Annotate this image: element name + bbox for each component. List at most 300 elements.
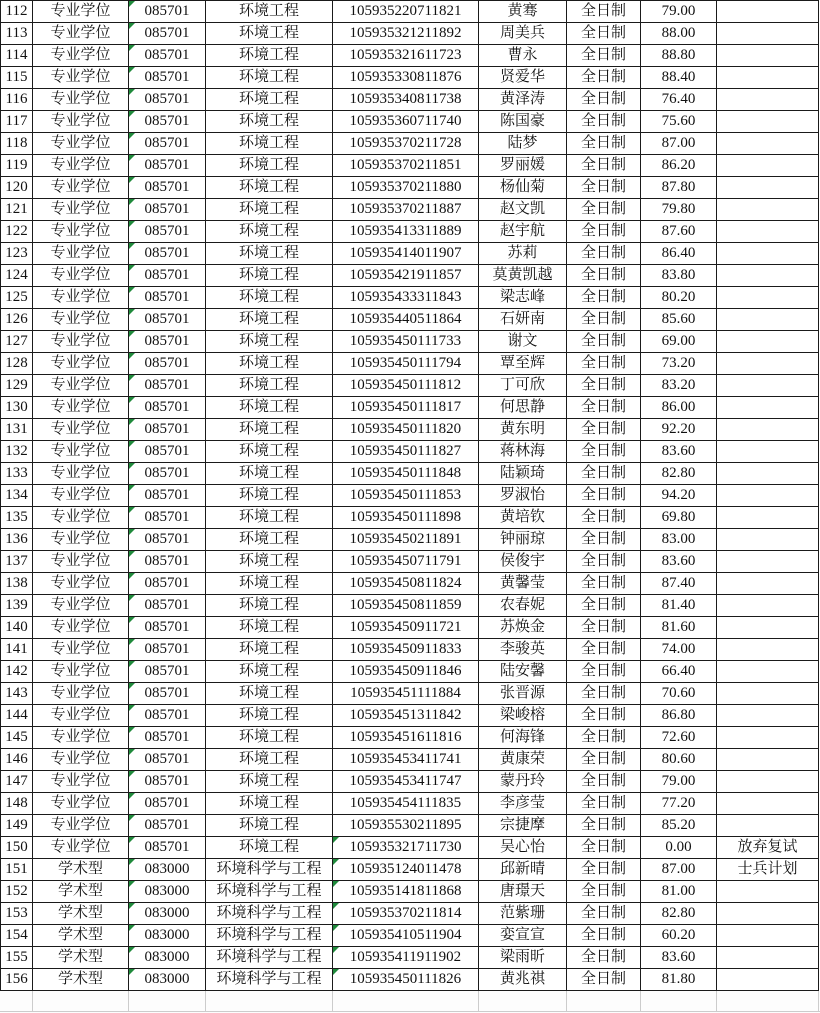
cell-degree-type[interactable]: 专业学位: [33, 89, 129, 111]
cell-row-number[interactable]: 136: [1, 529, 33, 551]
cell-remark[interactable]: [717, 155, 819, 177]
cell-name[interactable]: 赵宇航: [479, 221, 567, 243]
cell-study-mode[interactable]: 全日制: [567, 705, 641, 727]
cell-score[interactable]: 81.00: [641, 881, 717, 903]
cell-study-mode[interactable]: 全日制: [567, 111, 641, 133]
cell-name[interactable]: 吴心怡: [479, 837, 567, 859]
cell-row-number[interactable]: 140: [1, 617, 33, 639]
cell-exam-number[interactable]: 105935370211880: [333, 177, 479, 199]
cell-major-code[interactable]: 085701: [129, 419, 206, 441]
cell-study-mode[interactable]: 全日制: [567, 947, 641, 969]
cell-score[interactable]: 87.40: [641, 573, 717, 595]
cell-score[interactable]: 85.20: [641, 815, 717, 837]
cell-score[interactable]: 70.60: [641, 683, 717, 705]
cell-major-name[interactable]: 环境工程: [206, 177, 333, 199]
cell-score[interactable]: 86.00: [641, 397, 717, 419]
cell-study-mode[interactable]: 全日制: [567, 1, 641, 23]
cell-name[interactable]: 侯俊宇: [479, 551, 567, 573]
cell-remark[interactable]: [717, 111, 819, 133]
cell-name[interactable]: 黄康荣: [479, 749, 567, 771]
cell-major-code[interactable]: 085701: [129, 155, 206, 177]
cell-remark[interactable]: [717, 67, 819, 89]
cell-row-number[interactable]: 124: [1, 265, 33, 287]
cell-remark[interactable]: [717, 177, 819, 199]
cell-major-name[interactable]: 环境工程: [206, 133, 333, 155]
cell-study-mode[interactable]: 全日制: [567, 133, 641, 155]
cell-study-mode[interactable]: 全日制: [567, 837, 641, 859]
cell-degree-type[interactable]: 学术型: [33, 947, 129, 969]
cell-study-mode[interactable]: 全日制: [567, 815, 641, 837]
cell-name[interactable]: 梁志峰: [479, 287, 567, 309]
cell-remark[interactable]: [717, 1, 819, 23]
cell-exam-number[interactable]: 105935410511904: [333, 925, 479, 947]
cell-degree-type[interactable]: 专业学位: [33, 1, 129, 23]
cell-major-name[interactable]: 环境工程: [206, 529, 333, 551]
cell-name[interactable]: 梁雨昕: [479, 947, 567, 969]
cell-major-code[interactable]: 085701: [129, 353, 206, 375]
cell-remark[interactable]: [717, 749, 819, 771]
cell-study-mode[interactable]: 全日制: [567, 353, 641, 375]
cell-study-mode[interactable]: 全日制: [567, 683, 641, 705]
cell-score[interactable]: 87.00: [641, 859, 717, 881]
cell-major-name[interactable]: 环境工程: [206, 595, 333, 617]
cell-study-mode[interactable]: 全日制: [567, 551, 641, 573]
cell-row-number[interactable]: 118: [1, 133, 33, 155]
cell-row-number[interactable]: 135: [1, 507, 33, 529]
cell-score[interactable]: 86.20: [641, 155, 717, 177]
cell-remark[interactable]: [717, 441, 819, 463]
cell-study-mode[interactable]: 全日制: [567, 573, 641, 595]
cell-degree-type[interactable]: 专业学位: [33, 177, 129, 199]
cell-exam-number[interactable]: 105935321611723: [333, 45, 479, 67]
cell-remark[interactable]: 士兵计划: [717, 859, 819, 881]
cell-major-code[interactable]: 085701: [129, 67, 206, 89]
cell-study-mode[interactable]: 全日制: [567, 793, 641, 815]
cell-name[interactable]: 邱新晴: [479, 859, 567, 881]
cell-degree-type[interactable]: 专业学位: [33, 705, 129, 727]
cell-remark[interactable]: [717, 419, 819, 441]
cell-row-number[interactable]: 144: [1, 705, 33, 727]
cell-score[interactable]: 75.60: [641, 111, 717, 133]
cell-study-mode[interactable]: 全日制: [567, 617, 641, 639]
cell-remark[interactable]: [717, 243, 819, 265]
cell-major-name[interactable]: 环境工程: [206, 265, 333, 287]
cell-study-mode[interactable]: 全日制: [567, 419, 641, 441]
cell-remark[interactable]: [717, 485, 819, 507]
cell-degree-type[interactable]: 专业学位: [33, 133, 129, 155]
cell-major-name[interactable]: 环境工程: [206, 375, 333, 397]
cell-name[interactable]: 罗淑怡: [479, 485, 567, 507]
cell-exam-number[interactable]: 105935411911902: [333, 947, 479, 969]
cell-remark[interactable]: [717, 133, 819, 155]
cell-remark[interactable]: [717, 287, 819, 309]
cell-score[interactable]: 88.40: [641, 67, 717, 89]
cell-row-number[interactable]: 120: [1, 177, 33, 199]
cell-remark[interactable]: [717, 617, 819, 639]
cell-major-name[interactable]: 环境工程: [206, 441, 333, 463]
cell-name[interactable]: 钟丽琼: [479, 529, 567, 551]
cell-major-name[interactable]: 环境工程: [206, 89, 333, 111]
cell-degree-type[interactable]: 专业学位: [33, 595, 129, 617]
cell-row-number[interactable]: 132: [1, 441, 33, 463]
cell-degree-type[interactable]: 专业学位: [33, 45, 129, 67]
cell-row-number[interactable]: 145: [1, 727, 33, 749]
cell-major-code[interactable]: 085701: [129, 89, 206, 111]
cell-degree-type[interactable]: 学术型: [33, 859, 129, 881]
cell-remark[interactable]: 放弃复试: [717, 837, 819, 859]
cell-name[interactable]: 李彦莹: [479, 793, 567, 815]
cell-row-number[interactable]: 115: [1, 67, 33, 89]
cell-major-code[interactable]: 085701: [129, 397, 206, 419]
cell-major-name[interactable]: 环境工程: [206, 617, 333, 639]
cell-major-name[interactable]: 环境工程: [206, 243, 333, 265]
cell-row-number[interactable]: 131: [1, 419, 33, 441]
cell-major-code[interactable]: 085701: [129, 221, 206, 243]
cell-row-number[interactable]: 155: [1, 947, 33, 969]
cell-major-code[interactable]: 085701: [129, 771, 206, 793]
cell-major-name[interactable]: 环境工程: [206, 551, 333, 573]
cell-study-mode[interactable]: 全日制: [567, 243, 641, 265]
cell-name[interactable]: 罗丽媛: [479, 155, 567, 177]
cell-major-code[interactable]: 085701: [129, 595, 206, 617]
cell-major-name[interactable]: 环境工程: [206, 837, 333, 859]
cell-degree-type[interactable]: 专业学位: [33, 485, 129, 507]
cell-remark[interactable]: [717, 903, 819, 925]
cell-exam-number[interactable]: 105935450211891: [333, 529, 479, 551]
cell-remark[interactable]: [717, 221, 819, 243]
cell-exam-number[interactable]: 105935453411741: [333, 749, 479, 771]
cell-study-mode[interactable]: 全日制: [567, 507, 641, 529]
cell-score[interactable]: 83.20: [641, 375, 717, 397]
cell-degree-type[interactable]: 学术型: [33, 903, 129, 925]
cell-study-mode[interactable]: 全日制: [567, 749, 641, 771]
cell-row-number[interactable]: 116: [1, 89, 33, 111]
cell-study-mode[interactable]: 全日制: [567, 969, 641, 991]
cell-exam-number[interactable]: 105935450911846: [333, 661, 479, 683]
cell-name[interactable]: 曹永: [479, 45, 567, 67]
cell-row-number[interactable]: 128: [1, 353, 33, 375]
cell-row-number[interactable]: 149: [1, 815, 33, 837]
cell-score[interactable]: 87.60: [641, 221, 717, 243]
cell-study-mode[interactable]: 全日制: [567, 67, 641, 89]
cell-major-name[interactable]: 环境科学与工程: [206, 947, 333, 969]
cell-major-name[interactable]: 环境工程: [206, 23, 333, 45]
cell-remark[interactable]: [717, 397, 819, 419]
cell-remark[interactable]: [717, 199, 819, 221]
cell-degree-type[interactable]: 专业学位: [33, 309, 129, 331]
cell-degree-type[interactable]: 专业学位: [33, 771, 129, 793]
cell-degree-type[interactable]: 专业学位: [33, 815, 129, 837]
cell-degree-type[interactable]: 专业学位: [33, 155, 129, 177]
cell-name[interactable]: 黄兆祺: [479, 969, 567, 991]
cell-major-code[interactable]: 085701: [129, 441, 206, 463]
cell-score[interactable]: 88.00: [641, 23, 717, 45]
cell-row-number[interactable]: 130: [1, 397, 33, 419]
cell-row-number[interactable]: 152: [1, 881, 33, 903]
cell-exam-number[interactable]: 105935450811824: [333, 573, 479, 595]
cell-score[interactable]: 82.80: [641, 903, 717, 925]
cell-degree-type[interactable]: 专业学位: [33, 749, 129, 771]
cell-exam-number[interactable]: 105935413311889: [333, 221, 479, 243]
cell-major-name[interactable]: 环境工程: [206, 45, 333, 67]
cell-name[interactable]: 宗捷摩: [479, 815, 567, 837]
cell-score[interactable]: 86.40: [641, 243, 717, 265]
cell-row-number[interactable]: 134: [1, 485, 33, 507]
cell-degree-type[interactable]: 学术型: [33, 969, 129, 991]
cell-study-mode[interactable]: 全日制: [567, 881, 641, 903]
cell-major-code[interactable]: 085701: [129, 23, 206, 45]
cell-score[interactable]: 81.40: [641, 595, 717, 617]
cell-major-code[interactable]: 085701: [129, 309, 206, 331]
cell-score[interactable]: 85.60: [641, 309, 717, 331]
cell-row-number[interactable]: 153: [1, 903, 33, 925]
cell-score[interactable]: 92.20: [641, 419, 717, 441]
cell-row-number[interactable]: 112: [1, 1, 33, 23]
cell-major-code[interactable]: 085701: [129, 375, 206, 397]
cell-major-name[interactable]: 环境工程: [206, 287, 333, 309]
cell-major-name[interactable]: 环境工程: [206, 221, 333, 243]
cell-major-name[interactable]: 环境工程: [206, 331, 333, 353]
cell-exam-number[interactable]: 105935370211728: [333, 133, 479, 155]
cell-remark[interactable]: [717, 727, 819, 749]
cell-score[interactable]: 87.00: [641, 133, 717, 155]
cell-score[interactable]: 77.20: [641, 793, 717, 815]
cell-row-number[interactable]: 147: [1, 771, 33, 793]
cell-major-name[interactable]: 环境科学与工程: [206, 881, 333, 903]
cell-degree-type[interactable]: 专业学位: [33, 639, 129, 661]
cell-name[interactable]: 陆梦: [479, 133, 567, 155]
cell-name[interactable]: 农春妮: [479, 595, 567, 617]
cell-study-mode[interactable]: 全日制: [567, 925, 641, 947]
cell-degree-type[interactable]: 专业学位: [33, 375, 129, 397]
cell-major-code[interactable]: 085701: [129, 287, 206, 309]
cell-exam-number[interactable]: 105935451311842: [333, 705, 479, 727]
cell-study-mode[interactable]: 全日制: [567, 903, 641, 925]
cell-exam-number[interactable]: 105935321211892: [333, 23, 479, 45]
cell-remark[interactable]: [717, 705, 819, 727]
cell-degree-type[interactable]: 专业学位: [33, 507, 129, 529]
cell-major-code[interactable]: 083000: [129, 859, 206, 881]
cell-name[interactable]: 赵文凯: [479, 199, 567, 221]
cell-study-mode[interactable]: 全日制: [567, 265, 641, 287]
cell-degree-type[interactable]: 专业学位: [33, 353, 129, 375]
cell-remark[interactable]: [717, 375, 819, 397]
cell-exam-number[interactable]: 105935450811859: [333, 595, 479, 617]
cell-exam-number[interactable]: 105935451611816: [333, 727, 479, 749]
cell-remark[interactable]: [717, 463, 819, 485]
cell-degree-type[interactable]: 专业学位: [33, 793, 129, 815]
cell-remark[interactable]: [717, 89, 819, 111]
cell-exam-number[interactable]: 105935450111733: [333, 331, 479, 353]
cell-study-mode[interactable]: 全日制: [567, 45, 641, 67]
cell-major-name[interactable]: 环境工程: [206, 771, 333, 793]
cell-score[interactable]: 79.80: [641, 199, 717, 221]
cell-degree-type[interactable]: 专业学位: [33, 265, 129, 287]
cell-study-mode[interactable]: 全日制: [567, 595, 641, 617]
cell-degree-type[interactable]: 专业学位: [33, 551, 129, 573]
cell-degree-type[interactable]: 专业学位: [33, 529, 129, 551]
cell-exam-number[interactable]: 105935450111817: [333, 397, 479, 419]
cell-name[interactable]: 唐璟天: [479, 881, 567, 903]
cell-name[interactable]: 苏焕金: [479, 617, 567, 639]
cell-study-mode[interactable]: 全日制: [567, 639, 641, 661]
cell-name[interactable]: 周美兵: [479, 23, 567, 45]
cell-exam-number[interactable]: 105935454111835: [333, 793, 479, 815]
cell-row-number[interactable]: 146: [1, 749, 33, 771]
cell-remark[interactable]: [717, 529, 819, 551]
cell-major-code[interactable]: 085701: [129, 199, 206, 221]
cell-remark[interactable]: [717, 45, 819, 67]
cell-remark[interactable]: [717, 551, 819, 573]
cell-remark[interactable]: [717, 23, 819, 45]
cell-name[interactable]: 娈宣宣: [479, 925, 567, 947]
cell-exam-number[interactable]: 105935440511864: [333, 309, 479, 331]
cell-major-code[interactable]: 085701: [129, 463, 206, 485]
cell-name[interactable]: 李骏英: [479, 639, 567, 661]
cell-degree-type[interactable]: 专业学位: [33, 287, 129, 309]
cell-name[interactable]: 黄培钦: [479, 507, 567, 529]
cell-study-mode[interactable]: 全日制: [567, 529, 641, 551]
cell-name[interactable]: 蒙丹玲: [479, 771, 567, 793]
cell-row-number[interactable]: 127: [1, 331, 33, 353]
cell-remark[interactable]: [717, 309, 819, 331]
cell-remark[interactable]: [717, 947, 819, 969]
cell-name[interactable]: 莫黄凯越: [479, 265, 567, 287]
cell-remark[interactable]: [717, 793, 819, 815]
cell-study-mode[interactable]: 全日制: [567, 375, 641, 397]
cell-score[interactable]: 69.00: [641, 331, 717, 353]
cell-remark[interactable]: [717, 507, 819, 529]
cell-major-code[interactable]: 085701: [129, 1, 206, 23]
cell-major-name[interactable]: 环境工程: [206, 683, 333, 705]
cell-major-name[interactable]: 环境工程: [206, 1, 333, 23]
cell-major-name[interactable]: 环境工程: [206, 111, 333, 133]
cell-score[interactable]: 73.20: [641, 353, 717, 375]
cell-degree-type[interactable]: 专业学位: [33, 683, 129, 705]
cell-major-code[interactable]: 085701: [129, 529, 206, 551]
cell-major-name[interactable]: 环境工程: [206, 749, 333, 771]
cell-row-number[interactable]: 123: [1, 243, 33, 265]
cell-row-number[interactable]: 143: [1, 683, 33, 705]
cell-name[interactable]: 苏莉: [479, 243, 567, 265]
cell-score[interactable]: 0.00: [641, 837, 717, 859]
cell-major-code[interactable]: 085701: [129, 639, 206, 661]
cell-exam-number[interactable]: 105935450111848: [333, 463, 479, 485]
cell-study-mode[interactable]: 全日制: [567, 661, 641, 683]
cell-score[interactable]: 80.20: [641, 287, 717, 309]
cell-row-number[interactable]: 129: [1, 375, 33, 397]
cell-score[interactable]: 76.40: [641, 89, 717, 111]
cell-exam-number[interactable]: 105935141811868: [333, 881, 479, 903]
cell-major-code[interactable]: 085701: [129, 727, 206, 749]
cell-major-code[interactable]: 085701: [129, 551, 206, 573]
cell-row-number[interactable]: 150: [1, 837, 33, 859]
cell-major-name[interactable]: 环境科学与工程: [206, 925, 333, 947]
cell-major-name[interactable]: 环境工程: [206, 705, 333, 727]
cell-row-number[interactable]: 151: [1, 859, 33, 881]
cell-major-code[interactable]: 083000: [129, 903, 206, 925]
cell-exam-number[interactable]: 105935220711821: [333, 1, 479, 23]
cell-exam-number[interactable]: 105935340811738: [333, 89, 479, 111]
cell-score[interactable]: 83.60: [641, 947, 717, 969]
cell-row-number[interactable]: 138: [1, 573, 33, 595]
cell-exam-number[interactable]: 105935450111812: [333, 375, 479, 397]
cell-degree-type[interactable]: 专业学位: [33, 617, 129, 639]
cell-major-code[interactable]: 085701: [129, 111, 206, 133]
cell-major-name[interactable]: 环境工程: [206, 815, 333, 837]
cell-exam-number[interactable]: 105935450911721: [333, 617, 479, 639]
cell-row-number[interactable]: 114: [1, 45, 33, 67]
cell-name[interactable]: 黄馨莹: [479, 573, 567, 595]
cell-major-name[interactable]: 环境科学与工程: [206, 859, 333, 881]
cell-degree-type[interactable]: 专业学位: [33, 837, 129, 859]
cell-score[interactable]: 83.00: [641, 529, 717, 551]
cell-exam-number[interactable]: 105935414011907: [333, 243, 479, 265]
cell-exam-number[interactable]: 105935433311843: [333, 287, 479, 309]
cell-major-code[interactable]: 085701: [129, 705, 206, 727]
cell-study-mode[interactable]: 全日制: [567, 727, 641, 749]
cell-degree-type[interactable]: 专业学位: [33, 243, 129, 265]
cell-major-code[interactable]: 085701: [129, 45, 206, 67]
cell-major-name[interactable]: 环境工程: [206, 727, 333, 749]
cell-major-code[interactable]: 085701: [129, 243, 206, 265]
cell-remark[interactable]: [717, 771, 819, 793]
cell-score[interactable]: 94.20: [641, 485, 717, 507]
cell-exam-number[interactable]: 105935453411747: [333, 771, 479, 793]
cell-degree-type[interactable]: 学术型: [33, 881, 129, 903]
cell-name[interactable]: 石妍南: [479, 309, 567, 331]
cell-study-mode[interactable]: 全日制: [567, 177, 641, 199]
cell-degree-type[interactable]: 专业学位: [33, 661, 129, 683]
cell-name[interactable]: 陆颖琦: [479, 463, 567, 485]
cell-major-code[interactable]: 083000: [129, 925, 206, 947]
cell-degree-type[interactable]: 专业学位: [33, 111, 129, 133]
cell-row-number[interactable]: 125: [1, 287, 33, 309]
cell-major-code[interactable]: 085701: [129, 265, 206, 287]
cell-exam-number[interactable]: 105935530211895: [333, 815, 479, 837]
cell-study-mode[interactable]: 全日制: [567, 89, 641, 111]
cell-exam-number[interactable]: 105935321711730: [333, 837, 479, 859]
cell-study-mode[interactable]: 全日制: [567, 199, 641, 221]
cell-major-code[interactable]: 085701: [129, 837, 206, 859]
cell-remark[interactable]: [717, 331, 819, 353]
cell-row-number[interactable]: 133: [1, 463, 33, 485]
cell-row-number[interactable]: 142: [1, 661, 33, 683]
cell-name[interactable]: 黄骞: [479, 1, 567, 23]
cell-name[interactable]: 何海锋: [479, 727, 567, 749]
cell-degree-type[interactable]: 专业学位: [33, 221, 129, 243]
cell-name[interactable]: 丁可欣: [479, 375, 567, 397]
cell-study-mode[interactable]: 全日制: [567, 331, 641, 353]
cell-exam-number[interactable]: 105935370211887: [333, 199, 479, 221]
cell-score[interactable]: 82.80: [641, 463, 717, 485]
cell-name[interactable]: 贤爱华: [479, 67, 567, 89]
cell-degree-type[interactable]: 专业学位: [33, 199, 129, 221]
cell-exam-number[interactable]: 105935450111827: [333, 441, 479, 463]
cell-major-name[interactable]: 环境工程: [206, 793, 333, 815]
cell-degree-type[interactable]: 专业学位: [33, 23, 129, 45]
cell-name[interactable]: 梁峻榕: [479, 705, 567, 727]
cell-major-code[interactable]: 085701: [129, 617, 206, 639]
cell-major-name[interactable]: 环境工程: [206, 309, 333, 331]
cell-remark[interactable]: [717, 815, 819, 837]
cell-remark[interactable]: [717, 661, 819, 683]
cell-score[interactable]: 60.20: [641, 925, 717, 947]
cell-score[interactable]: 80.60: [641, 749, 717, 771]
cell-score[interactable]: 83.60: [641, 551, 717, 573]
cell-major-name[interactable]: 环境工程: [206, 397, 333, 419]
cell-remark[interactable]: [717, 683, 819, 705]
